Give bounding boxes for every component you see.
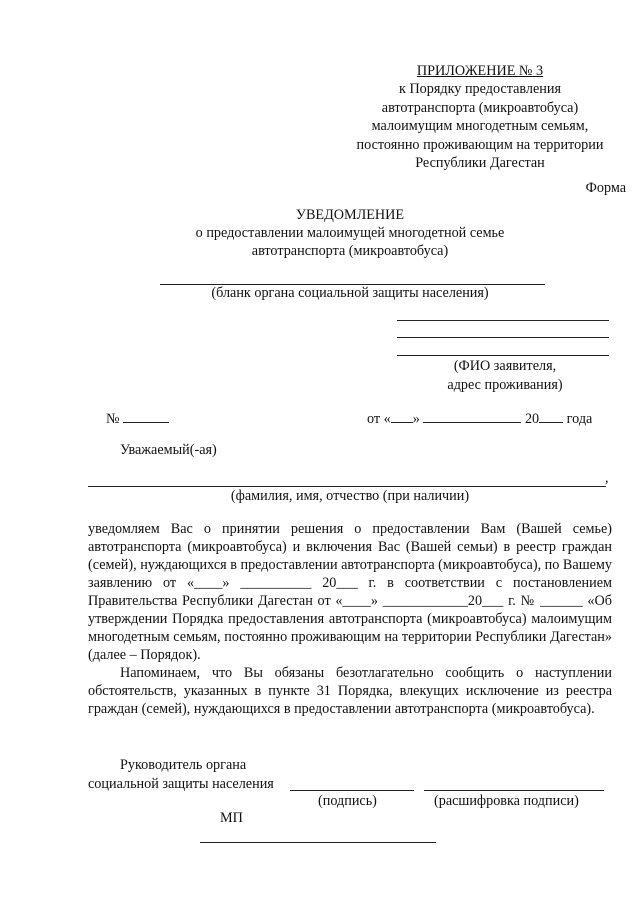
comma: , bbox=[605, 470, 609, 486]
form-label: Форма bbox=[585, 180, 626, 196]
decode-label: (расшифровка подписи) bbox=[434, 793, 579, 809]
number-field bbox=[106, 409, 169, 428]
annex-line: к Порядку предоставления bbox=[399, 81, 561, 98]
applicant-label bbox=[395, 357, 615, 395]
bottom-line bbox=[200, 842, 436, 843]
document-title bbox=[150, 206, 550, 260]
recipient-label: (фамилия, имя, отчество (при наличии) bbox=[230, 488, 470, 504]
title-line: автотранспорта (микроавтобуса) bbox=[251, 243, 449, 259]
body-paragraph: уведомляем Вас о принятии решения о предоставлении Вам (Вашей семье) автотранспорта (микроавтобуса) и включения Вас (Вашей семьи) в реестр граждан (семей), нуждающихся в предоставлении автотранспорта (микроавтобуса), по Вашему заявлению от «____» __________ 20___ г. в соответствии с постановлением Правительства Республики Дагестан от «____» ____________20___ г. № ______ «Об утверждении Порядка предоставления автотранспорта (микроавтобуса) малоимущим многодетным семьям, постоянно проживающим на территории Республики Дагестан» (далее – Порядок). bbox=[88, 521, 612, 663]
day-blank bbox=[391, 409, 413, 423]
signature-line bbox=[290, 790, 414, 791]
number-blank bbox=[123, 409, 169, 423]
annex-title: ПРИЛОЖЕНИЕ № 3 bbox=[416, 63, 544, 79]
applicant-line bbox=[397, 320, 609, 321]
greeting: Уважаемый(-ая) bbox=[120, 442, 217, 458]
body-text bbox=[88, 520, 612, 718]
head-line: социальной защиты населения bbox=[88, 776, 274, 792]
recipient-line bbox=[88, 486, 606, 487]
decode-line bbox=[424, 790, 604, 791]
annex-block bbox=[330, 62, 630, 172]
title-heading: УВЕДОМЛЕНИЕ bbox=[295, 207, 405, 223]
head-signature bbox=[88, 756, 274, 794]
year-prefix: 20 bbox=[524, 411, 540, 427]
applicant-line bbox=[397, 355, 609, 356]
date-suffix: года bbox=[566, 411, 593, 427]
applicant-label-line: адрес проживания) bbox=[447, 377, 563, 393]
body-paragraph: Напоминаем, что Вы обязаны безотлагательно сообщить о наступлении обстоятельств, указанных в пункте 31 Порядка, влекущих исключение из реестра граждан (семей), нуждающихся в предоставлении автотранспорта (микроавтобуса). bbox=[88, 665, 612, 717]
year-blank bbox=[539, 409, 563, 423]
applicant-label-line: (ФИО заявителя, bbox=[453, 358, 557, 374]
head-line: Руководитель органа bbox=[120, 757, 247, 773]
annex-line: малоимущим многодетным семьям, bbox=[371, 118, 589, 135]
annex-line: постоянно проживающим на территории bbox=[356, 136, 604, 153]
number-label: № bbox=[106, 411, 120, 427]
applicant-line bbox=[397, 337, 609, 338]
stamp-label: МП bbox=[220, 810, 243, 826]
month-blank bbox=[423, 409, 521, 423]
signature-label: (подпись) bbox=[318, 793, 377, 809]
annex-line: Республики Дагестан bbox=[415, 155, 545, 172]
date-field bbox=[367, 409, 592, 428]
blank-label: (бланк органа социальной защиты населения) bbox=[211, 285, 489, 301]
date-prefix: от « bbox=[367, 411, 391, 427]
annex-line: автотранспорта (микроавтобуса) bbox=[381, 99, 579, 116]
title-line: о предоставлении малоимущей многодетной семье bbox=[195, 225, 505, 241]
date-quote: » bbox=[412, 411, 420, 427]
